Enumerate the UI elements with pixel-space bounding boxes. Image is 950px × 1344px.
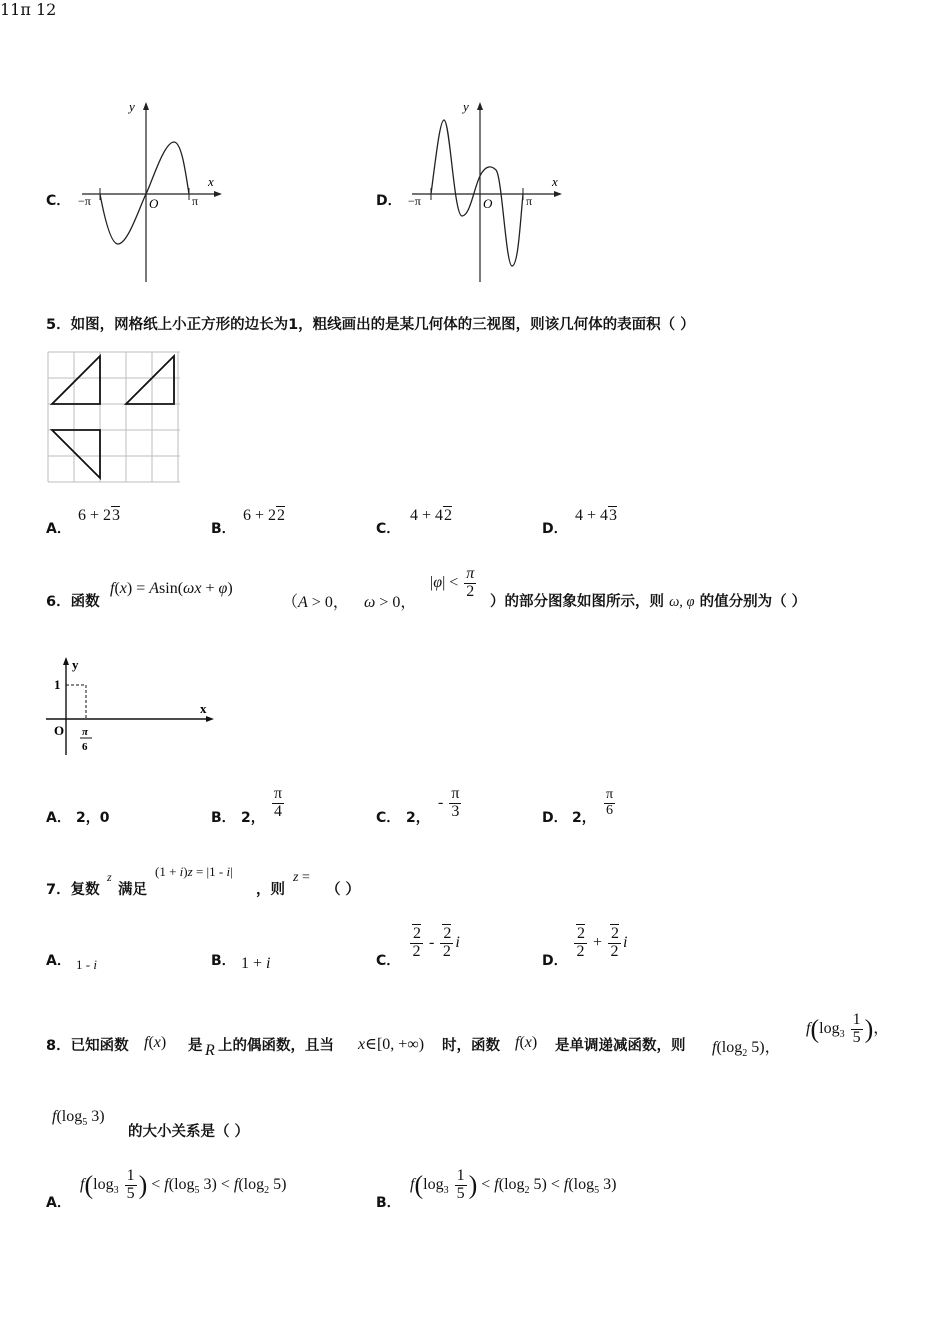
x-axis-arrow (206, 716, 214, 722)
q8-fx1: f(x) (144, 1034, 167, 1051)
q5-option-b-value: 6 + 22 (243, 507, 286, 524)
q5-option-a-label[interactable]: A． (46, 521, 71, 537)
y-axis-arrow (63, 657, 69, 665)
q7-option-d-label[interactable]: D． (542, 953, 568, 969)
q6-option-a-label[interactable]: A． (46, 810, 71, 826)
q7-number: 7．复数 (46, 882, 100, 898)
origin-label: O (54, 723, 65, 738)
q8-t3: 时，函数 (442, 1038, 500, 1054)
front-view-triangle (52, 356, 100, 404)
y-label: y (72, 657, 79, 672)
q5-option-c-label[interactable]: C． (376, 521, 401, 537)
q6-tail: ）的部分图象如图所示，则 ω, φ 的值分别为（ ） (490, 594, 807, 610)
q6-condition-phi: |φ| < $\frac{\pi}{2}$ (430, 565, 475, 600)
q6-condition-omega: ω > 0， (364, 594, 417, 611)
one-label: 1 (54, 677, 61, 692)
q6-sine-graph (44, 655, 220, 763)
q7-mid: 满足 (118, 882, 147, 898)
q8-R: R (205, 1042, 215, 1059)
q8-domain: x∈[0, +∞) (358, 1036, 425, 1053)
pi-6-num: π (82, 726, 89, 738)
q8-number: 8．已知函数 (46, 1038, 129, 1054)
q5-three-view-grid (46, 350, 186, 486)
q8-option-b-label[interactable]: B． (376, 1195, 401, 1211)
q7-equation: (1 + i)z = |1 - i| (155, 864, 233, 879)
grid-lines (48, 352, 180, 482)
q6-function: f(x) = Asin(ωx + φ) (110, 580, 233, 597)
side-view-triangle (126, 356, 174, 404)
q8-option-a-value: $f(\log_3$ $\frac{1}{5}$ ) < $f(\log_5$ $3) < f(\log_2$ 5) (80, 1167, 287, 1202)
q7-tail1: ，则 (256, 882, 285, 898)
q5-option-d-value: 4 + 43 (575, 507, 618, 524)
q5-option-a-value: 6 + 23 (78, 507, 121, 524)
q8-b: $f(\log_3$ $\frac{1}{5}$ )， (806, 1011, 890, 1046)
q6-option-c-num: 2， (406, 810, 430, 826)
q7-z: z (107, 870, 112, 884)
q7-blank: （ ） (326, 882, 361, 898)
x-axis-arrow (214, 191, 222, 197)
curve-c (100, 142, 189, 244)
q8-t2: 上的偶函数，且当 (218, 1038, 334, 1054)
q6-option-a-value: 2，0 (76, 810, 110, 826)
x-label: x (552, 174, 558, 189)
q8-c: $f(\log_5$ 3) (52, 1108, 105, 1128)
q6-number: 6．函数 (46, 594, 100, 610)
y-axis-arrow (143, 102, 149, 110)
pi-11-12-den: 12 (35, 0, 57, 19)
q8-t1: 是 (188, 1038, 203, 1054)
q7-option-a-value: 1 - i (76, 957, 97, 972)
q8-a: $f(\log_2$ 5)， (712, 1039, 781, 1059)
q7-option-c-value: $\frac{2}{2}$ - $\frac{2}{2}$ i (408, 926, 460, 961)
pi-label: π (192, 194, 199, 208)
y-label: y (129, 99, 135, 114)
q5-stem: 5．如图，网格纸上小正方形的边长为1，粗线画出的是某几何体的三视图，则该几何体的表面积（ ） (46, 317, 695, 333)
origin-label: O (149, 196, 159, 211)
pi-11-12-num: 11π (0, 0, 31, 19)
q4-option-c-label[interactable]: C． (46, 193, 71, 209)
y-axis-arrow (477, 102, 483, 110)
q6-condition-a: （A > 0， (282, 594, 349, 611)
top-view-triangle (52, 430, 100, 478)
neg-pi-label: −π (78, 194, 91, 208)
q6-option-c-frac: - $\frac{\pi}{3}$ (438, 785, 460, 820)
x-axis-arrow (554, 191, 562, 197)
q6-option-b-label[interactable]: B． (211, 810, 236, 826)
q8-t4: 是单调递减函数，则 (555, 1038, 686, 1054)
q6-option-d-label[interactable]: D． (542, 810, 568, 826)
q6-option-b-num: 2， (241, 810, 265, 826)
q5-option-d-label[interactable]: D． (542, 521, 568, 537)
q8-option-b-value: $f(\log_3$ $\frac{1}{5}$ ) < $f(\log_2$ $5) < f(\log_5$ 3) (410, 1167, 617, 1202)
x-label: x (208, 174, 214, 189)
q6-option-c-label[interactable]: C． (376, 810, 401, 826)
x-label: x (200, 701, 207, 716)
q4-option-d-label[interactable]: D． (376, 193, 402, 209)
q6-option-b-frac: $\frac{\pi}{4}$ (274, 785, 283, 820)
q5-option-b-label[interactable]: B． (211, 521, 236, 537)
y-label: y (463, 99, 469, 114)
curve-d (431, 120, 523, 266)
q5-option-c-value: 4 + 42 (410, 507, 453, 524)
q7-option-c-label[interactable]: C． (376, 953, 401, 969)
pi-label: π (526, 194, 533, 208)
pi-6-den: 6 (82, 741, 88, 753)
q7-option-b-value: 1 + i (241, 955, 271, 972)
q7-option-a-label[interactable]: A． (46, 953, 71, 969)
q4-option-d-graph (402, 96, 572, 286)
q7-option-d-value: $\frac{2}{2}$ + $\frac{2}{2}$ i (572, 926, 627, 961)
q4-option-c-graph (72, 96, 232, 286)
origin-label: O (483, 196, 493, 211)
q6-option-d-frac: $\frac{\pi}{6}$ (606, 787, 614, 818)
q8-fx2: f(x) (515, 1034, 538, 1051)
neg-pi-label: −π (408, 194, 421, 208)
q7-z-eq: z = (293, 870, 310, 885)
q7-option-b-label[interactable]: B． (211, 953, 236, 969)
q8-line2: 的大小关系是（ ） (128, 1124, 250, 1140)
q8-option-a-label[interactable]: A． (46, 1195, 71, 1211)
q6-option-d-num: 2， (572, 810, 596, 826)
